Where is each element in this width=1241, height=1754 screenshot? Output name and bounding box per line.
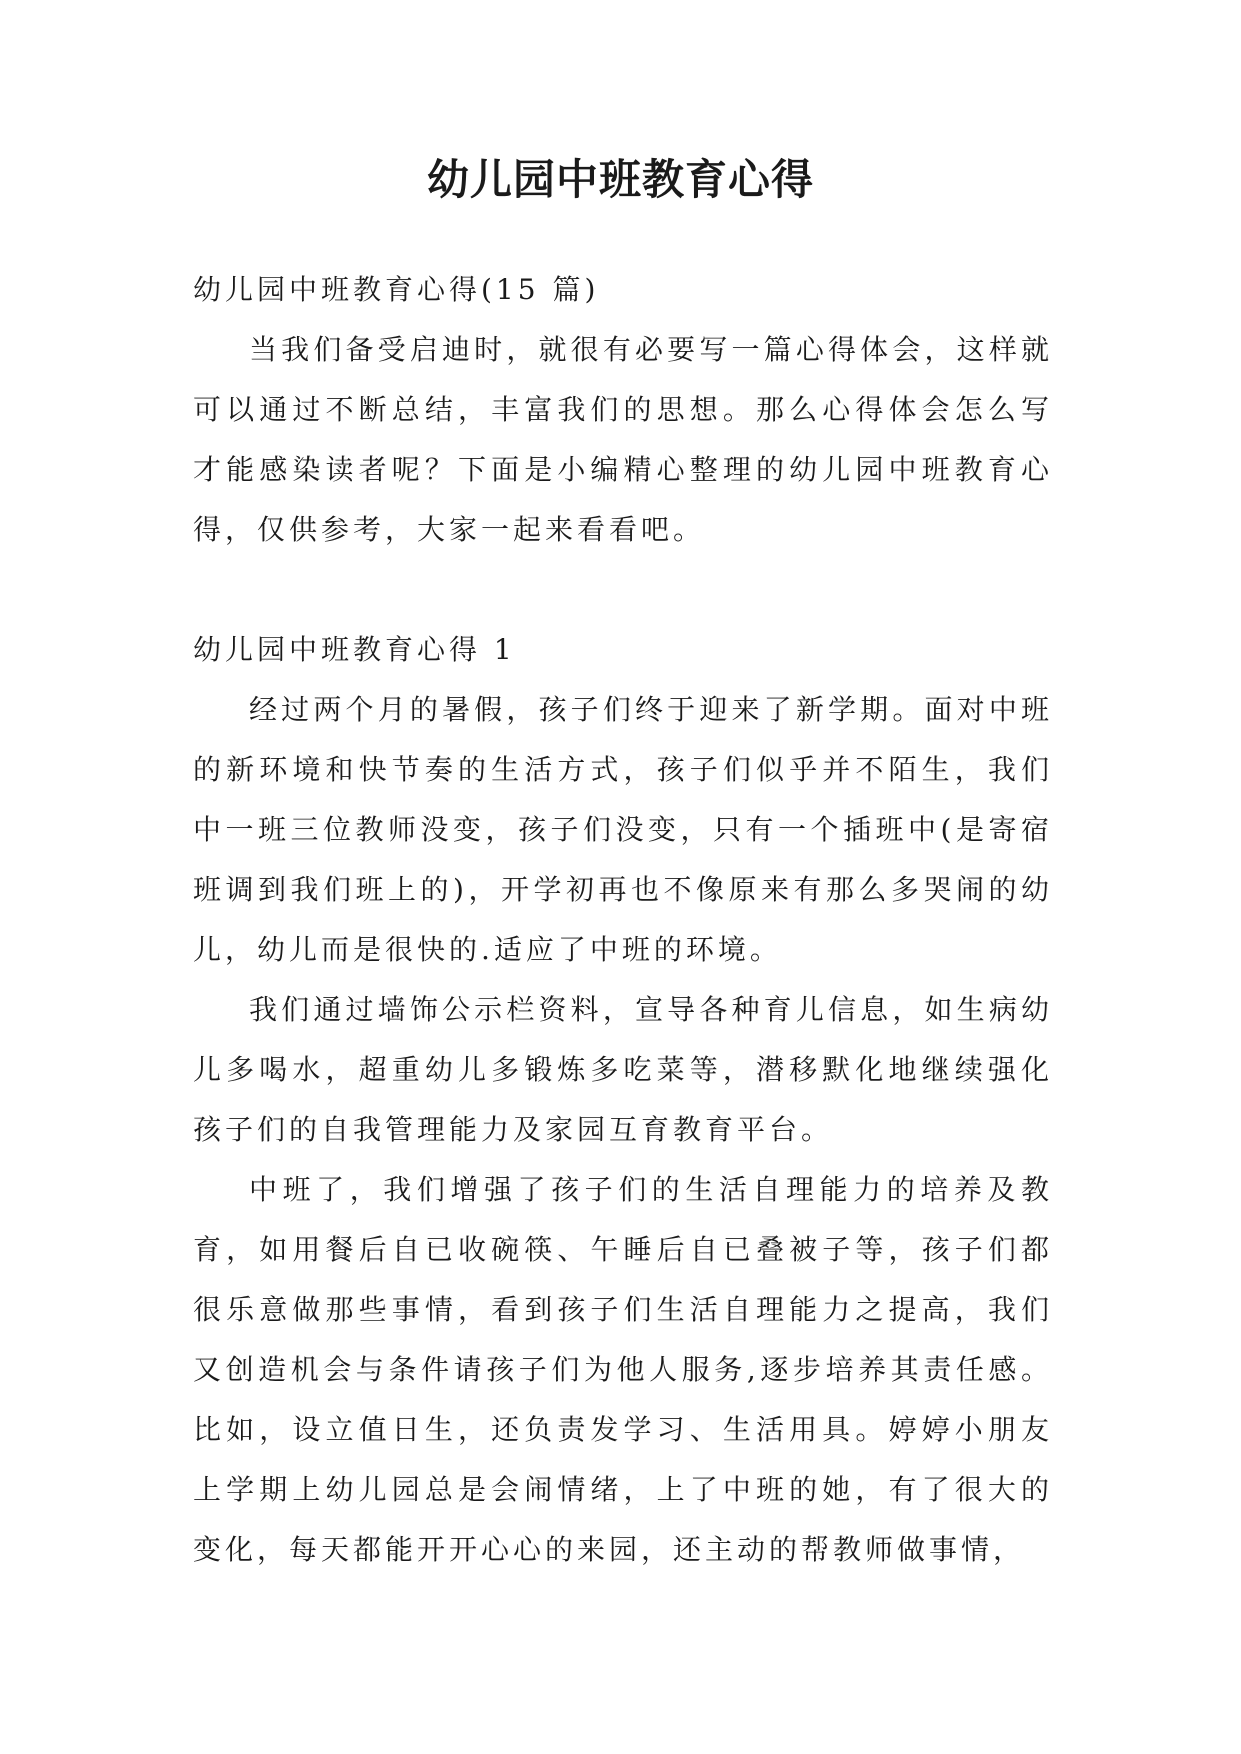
- intro-paragraph: 当我们备受启迪时，就很有必要写一篇心得体会，这样就可以通过不断总结，丰富我们的思想。那么心得体会怎么写才能感染读者呢？下面是小编精心整理的幼儿园中班教育心得，仅供参考，大家一起来看看吧。: [193, 333, 1053, 546]
- document-title: 幼儿园中班教育心得: [426, 155, 814, 204]
- section-heading-1: 幼儿园中班教育心得 1: [193, 633, 516, 666]
- section1-paragraph-1: 经过两个月的暑假，孩子们终于迎来了新学期。面对中班的新环境和快节奏的生活方式，孩子们似乎并不陌生，我们中一班三位教师没变，孩子们没变，只有一个插班中(是寄宿班调到我们班上的)，开学初再也不像原来有那么多哭闹的幼儿，幼儿而是很快的.适应了中班的环境。: [193, 693, 1053, 966]
- document-body: [193, 260, 1053, 1580]
- document-subtitle: 幼儿园中班教育心得(15 篇): [193, 273, 600, 306]
- section1-paragraph-2: 我们通过墙饰公示栏资料，宣导各种育儿信息，如生病幼儿多喝水，超重幼儿多锻炼多吃菜等，潜移默化地继续强化孩子们的自我管理能力及家园互育教育平台。: [193, 993, 1053, 1146]
- section1-paragraph-3: 中班了，我们增强了孩子们的生活自理能力的培养及教育，如用餐后自已收碗筷、午睡后自已叠被子等，孩子们都很乐意做那些事情，看到孩子们生活自理能力之提高，我们又创造机会与条件请孩子们为他人服务,逐步培养其责任感。比如，设立值日生，还负责发学习、生活用具。婷婷小朋友上学期上幼儿园总是会闹情绪，上了中班的她，有了很大的变化，每天都能开开心心的来园，还主动的帮教师做事情，: [193, 1173, 1053, 1566]
